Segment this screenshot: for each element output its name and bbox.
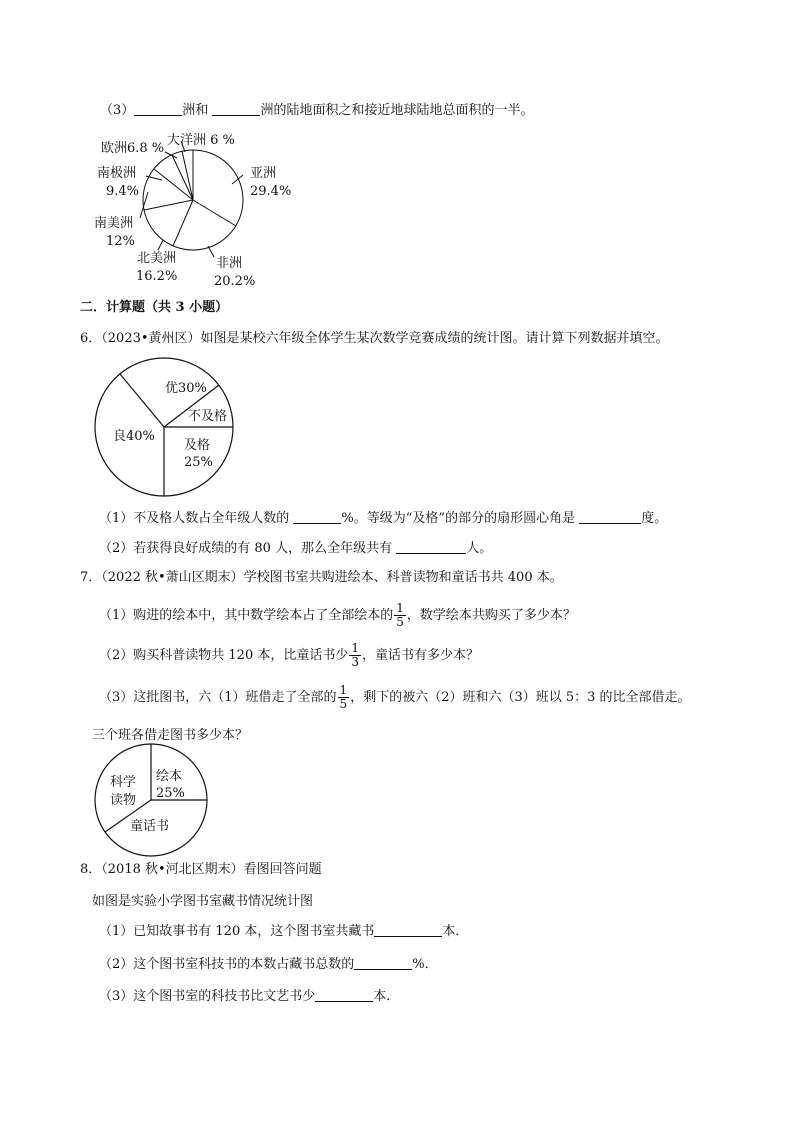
label-oceania: 大洋洲 6 % [167, 133, 235, 148]
label-europe: 欧洲6.8 % [101, 141, 165, 156]
q8-part2-b: %． [412, 957, 438, 972]
q8-stem: 8．（2018 秋•河北区期末）看图回答问题 [80, 862, 322, 877]
label-picture-value: 25% [156, 786, 185, 801]
label-pass-value: 25% [184, 455, 213, 470]
q8-part3-b: 本． [373, 989, 400, 1004]
q6-part1-a: （1）不及格人数占全年级人数的 [99, 511, 290, 526]
q8-part1-a: （1）已知故事书有 120 本，这个图书室共藏书 [99, 924, 375, 939]
q8-blank-3[interactable] [315, 987, 373, 1002]
q8-intro: 如图是实验小学图书室藏书情况统计图 [92, 894, 314, 909]
q8-part3 [99, 987, 399, 1006]
label-samerica-value: 12% [106, 234, 135, 249]
label-fail: 不及格 [188, 409, 228, 424]
label-asia-name: 亚洲 [250, 166, 277, 181]
q7-part1-a: （1）购进的绘本中，其中数学绘本占了全部绘本的 [99, 608, 394, 623]
q7-part3-a: （3）这批图书，六（1）班借走了全部的 [99, 690, 337, 705]
q8-part1-b: 本． [442, 924, 469, 939]
label-pass-name: 及格 [184, 438, 211, 453]
q8-part1 [99, 922, 468, 941]
fraction-denominator: 5 [339, 697, 348, 711]
q6-part2-b: 人。 [466, 541, 493, 556]
fraction-denominator: 3 [351, 655, 359, 669]
fraction-numerator: 1 [396, 601, 404, 615]
fraction-numerator: 1 [339, 683, 348, 697]
q7-part2-a: （2）购买科普读物共 120 本，比童话书少 [99, 648, 349, 663]
label-asia-value: 29.4% [250, 184, 292, 199]
q7-part3-b: ，剩下的被六（2）班和六（3）班以 5：3 的比全部借走。 [350, 690, 691, 705]
q5-part3-suffix: 洲的陆地面积之和接近地球陆地总面积的一半。 [260, 103, 534, 118]
q8-blank-2[interactable] [354, 955, 412, 970]
q8-part2-a: （2）这个图书室科技书的本数占藏书总数的 [99, 957, 355, 972]
label-africa-name: 非洲 [216, 256, 243, 271]
q7-part3-cont: 三个班各借走图书多少本？ [92, 728, 249, 743]
q7-part2-b: ，童话书有多少本？ [362, 648, 480, 663]
label-namerica-name: 北美洲 [137, 251, 177, 266]
q5-part3-mid: 洲和 [182, 103, 209, 118]
q5-part3-prefix: （3） [100, 103, 135, 118]
label-excellent: 优30% [165, 381, 207, 396]
section-title: 二．计算题（共 3 小题） [80, 300, 229, 315]
label-antarctica-name: 南极洲 [97, 166, 137, 181]
q8-part2 [99, 955, 438, 974]
label-namerica-value: 16.2% [136, 269, 178, 284]
q6-stem: 6．（2023•黄州区）如图是某校六年级全体学生某次数学竞赛成绩的统计图。请计算下列数据并填空。 [80, 331, 669, 346]
q6-part1-c: 度。 [641, 511, 668, 526]
label-africa-value: 20.2% [214, 274, 256, 289]
fraction-denominator: 5 [396, 615, 404, 629]
label-good: 良40% [113, 429, 155, 444]
label-fairy: 童话书 [130, 819, 170, 834]
q8-part3-a: （3）这个图书室的科技书比文艺书少 [99, 989, 316, 1004]
label-science-1: 科学 [110, 775, 137, 790]
label-science-2: 读物 [110, 793, 137, 808]
q8-blank-1[interactable] [374, 922, 442, 937]
fraction-numerator: 1 [351, 641, 359, 655]
q6-part1-b: %。等级为“及格”的部分的扇形圆心角是 [341, 511, 576, 526]
label-picture-name: 绘本 [156, 769, 183, 784]
q7-stem: 7．（2022 秋•萧山区期末）学校图书室共购进绘本、科普读物和童话书共 400 本。 [80, 570, 563, 585]
q7-part1-b: ，数学绘本共购买了多少本？ [406, 608, 576, 623]
label-samerica-name: 南美洲 [94, 216, 134, 231]
q6-part2-a: （2）若获得良好成绩的有 80 人，那么全年级共有 [99, 541, 393, 556]
label-antarctica-value: 9.4% [106, 184, 140, 199]
